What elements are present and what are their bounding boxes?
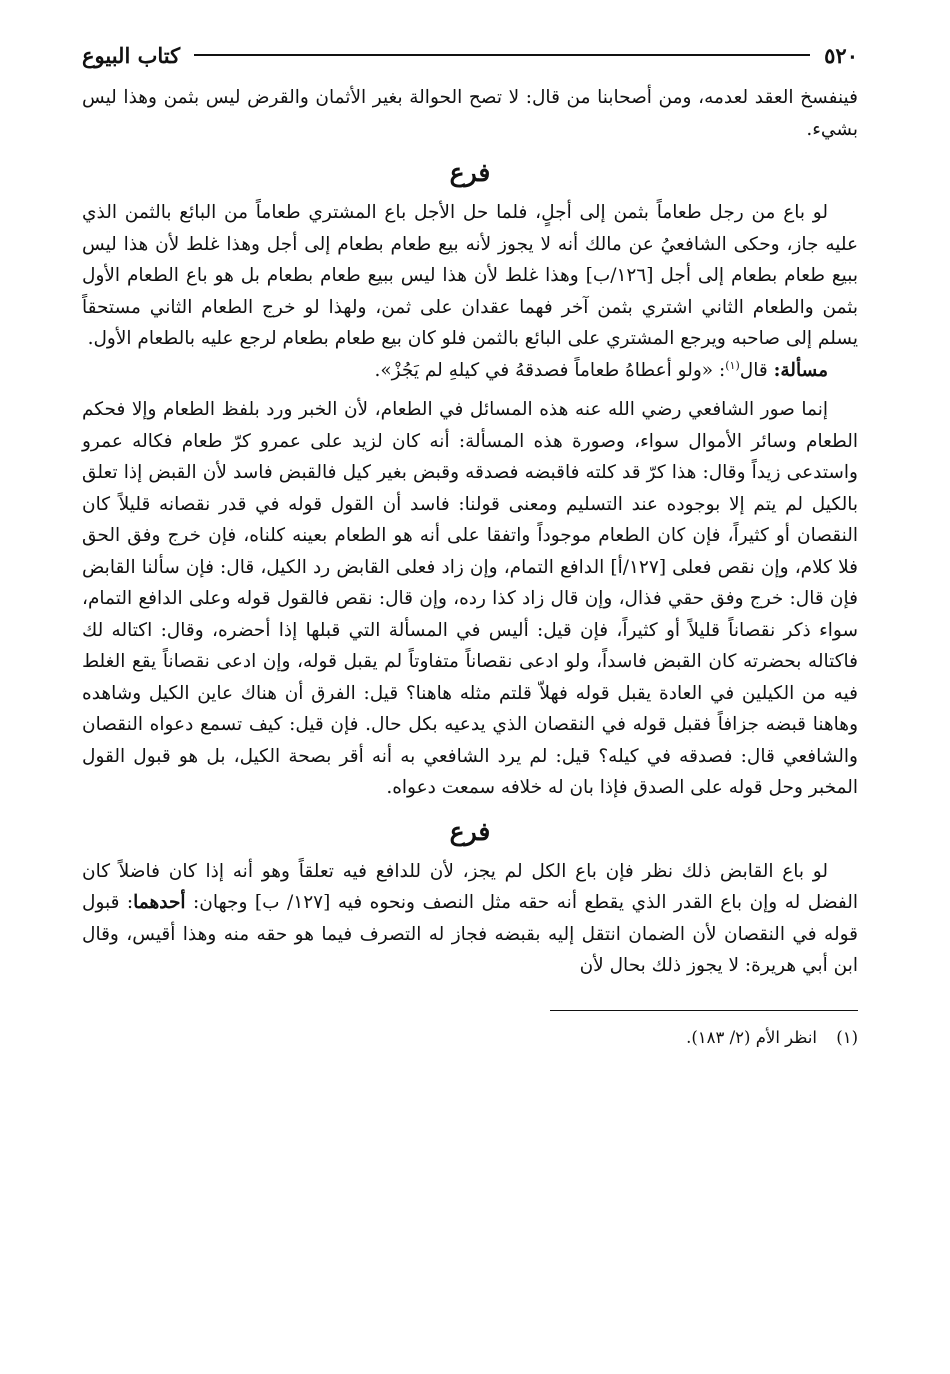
paragraph-continuation: فينفسخ العقد لعدمه، ومن أصحابنا من قال: لا تصح الحوالة بغير الأثمان والقرض ليس بثمن وهذا ليس بشيء. [82,87,858,140]
page-number: ٥٢٠ [824,42,858,68]
masala-quote: : «ولو أعطاهُ طعاماً فصدقهُ في كيلهِ لم يَجُزْ». [374,359,726,381]
footnote-reference: (١) [725,358,740,372]
paragraph-commentary: إنما صور الشافعي رضي الله عنه هذه المسائل في الطعام، لأن الخبر ورد بلفظ الطعام وإلا فحكم الطعام وسائر الأموال سواء، وصورة هذه المسألة: أنه كان لزيد على عمرو كرّ طعام فكاله عمرو واستدعى زيداً وقال: هذا كرّ قد كلته فاقبضه فصدقه وقبض بغير كيل فالقبض فاسد لأن القبض إذا تعلق بالكيل لم يتم إلا بوجوده عند التسليم ومعنى قولنا: فاسد أن القول قوله في قدر نقصانه قليلاً كان النقصان أو كثيراً، فإن كان الطعام موجوداً واتفقا على أنه هو الطعام بعينه كلناه، فإن خرج وفق الحق فلا كلام، وإن نقص فعلى [١٢٧/أ] الدافع التمام، وإن زاد فعلى القابض رد الكيل، قال: فإن سألنا القابض فإن قال: خرج وفق حقي فذال، وإن قال زاد كذا رده، وإن قال: نقص فالقول قوله وعلى الدافع التمام، سواء ذكر نقصاناً قليلاً أو كثيراً، فإن قيل: أليس في المسألة التي قبلها إذا أحضره، وقال: اكتاله لك فاكتاله بحضرته كان القبض فاسداً، ولو ادعى نقصاناً متفاوتاً لم يقبل قوله، وإن ادعى نقصاناً يقع الغلط فيه من الكيلين في العادة يقبل قوله فهلاّ قلتم مثله هاهنا؟ قيل: الفرق أن هناك عاين الكيل وشاهده وهاهنا قبضه جزافاً فقبل قوله في النقصان الذي يدعيه بكل حال. فإن قيل: كيف تسمع دعواه النقصان والشافعي قال: فصدقه في كيله؟ قيل: لم يرد الشافعي به أنه أقر بصحة الكيل، بل هو قبول القول المخبر وحل قوله على الصدق فإذا بان له خلافه سمعت دعواه. [82,399,858,798]
paragraph-far-2-bold: أحدهما [133,892,186,913]
section-heading-far-2: فرع [449,816,491,846]
running-header [82,38,858,72]
paragraph-far-2-part-2: : قبول قوله في النقصان لأن الضمان انتقل إليه بقبضه فجاز له التصرف فيما هو حقه منه وهذا أقيس، وقال ابن أبي هريرة: لا يجوز ذلك بحال لأن [82,892,858,976]
masala-label: مسألة: [773,359,828,381]
paragraph-far-2 [82,856,858,982]
document-page [82,38,858,1051]
footnote [82,1025,858,1051]
footnotes-section [82,1010,858,1051]
book-title: كتاب البيوع [82,42,181,68]
masala-line [82,355,858,387]
footnote-text: انظر الأم (٢/ ١٨٣). [686,1027,817,1047]
footnote-rule [550,1010,858,1011]
footnote-number: (١) [836,1027,858,1047]
spacer [82,386,858,394]
paragraph-far-2-part-1: لو باع القابض ذلك نظر فإن باع الكل لم يجز، لأن للدافع فيه تعلقاً وهو أنه إذا كان فاضلاً كان الفضل له وإن باع القدر الذي يقطع أنه حقه مثل النصف ونحوه فيه [١٢٧/ ب] وجهان: [82,860,858,913]
header-rule [194,54,810,56]
section-heading-far-1: فرع [449,158,491,187]
paragraph-far-1: لو باع من رجل طعاماً بثمن إلى أجلٍ، فلما حل الأجل باع المشتري طعاماً من البائع بالثمن الذي عليه جاز، وحكى الشافعيُ عن مالك أنه لا يجوز لأنه بيع طعام بطعام إلى أجل وهذا غلط لأن هذا ليس ببيع طعام بطعام إلى أجل [١٢٦/ب] وهذا غلط لأن هذا ليس ببيع طعام بطعام بل هو باع الطعام الأول بثمن والطعام الثاني اشتري بثمن آخر فهما عقدان على ثمن، ولهذا لو خرج الطعام الثاني مستحقاً يسلم إلى صاحبه ويرجع المشتري على البائع بالثمن فلو كان بيع طعام بطعام لرجع عليه بالطعام الأول. [82,202,858,349]
masala-intro: قال [739,359,768,381]
